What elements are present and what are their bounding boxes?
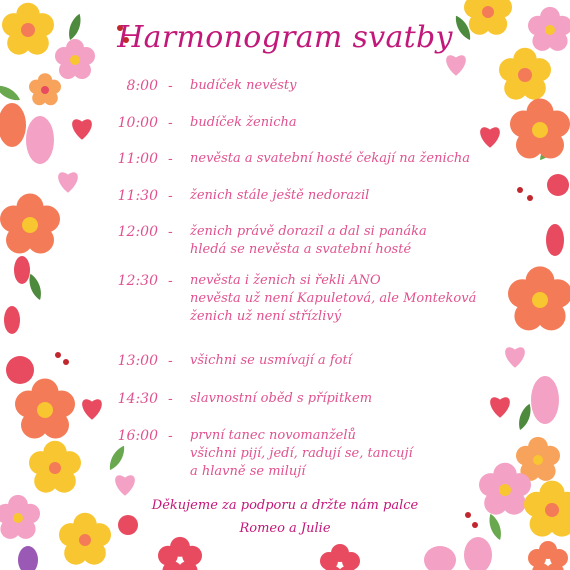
schedule-time: 14:30 [117, 391, 158, 407]
description-line: slavnostní oběd s přípitkem [190, 391, 373, 406]
schedule-description [190, 114, 480, 132]
schedule-description [190, 427, 480, 481]
schedule-time: 11:30 [117, 188, 158, 204]
schedule-description [190, 390, 480, 408]
schedule-description [190, 352, 480, 370]
schedule-description [190, 223, 480, 259]
separator-dash: - [168, 273, 173, 289]
separator-dash: - [168, 188, 173, 204]
schedule-description [190, 272, 480, 326]
description-line: všichni se usmívají a fotí [190, 353, 352, 368]
schedule-time: 11:00 [117, 151, 158, 167]
schedule-description [190, 150, 480, 168]
schedule-time: 13:00 [117, 353, 158, 369]
description-line: nevěsta i ženich si řekli ANO [190, 273, 381, 288]
page-title: Harmonogram svatby [117, 20, 453, 55]
description-line: a hlavně se milují [190, 464, 306, 479]
schedule-time: 10:00 [117, 115, 158, 131]
schedule-time: 16:00 [117, 428, 158, 444]
schedule-description [190, 77, 480, 95]
description-line: nevěsta už není Kapuletová, ale Monteková [190, 291, 477, 306]
separator-dash: - [168, 115, 173, 131]
schedule-time: 8:00 [126, 78, 158, 94]
separator-dash: - [168, 353, 173, 369]
description-line: všichni pijí, jedí, radují se, tancují [190, 446, 413, 461]
separator-dash: - [168, 428, 173, 444]
description-line: ženich právě dorazil a dal si panáka [190, 224, 427, 239]
separator-dash: - [168, 78, 173, 94]
footer-names: Romeo a Julie [239, 521, 331, 536]
footer-thanks: Děkujeme za podporu a držte nám palce [151, 498, 419, 513]
description-line: budíček nevěsty [190, 78, 297, 93]
description-line: budíček ženicha [190, 115, 297, 130]
separator-dash: - [168, 151, 173, 167]
schedule-description [190, 187, 480, 205]
separator-dash: - [168, 391, 173, 407]
schedule-time: 12:30 [117, 273, 158, 289]
schedule-time: 12:00 [117, 224, 158, 240]
description-line: hledá se nevěsta a svatební hosté [190, 242, 412, 257]
description-line: nevěsta a svatební hosté čekají na ženicha [190, 151, 471, 166]
separator-dash: - [168, 224, 173, 240]
description-line: ženich už není střízlivý [190, 309, 342, 324]
description-line: ženich stále ještě nedorazil [190, 188, 370, 203]
description-line: první tanec novomanželů [190, 428, 356, 443]
